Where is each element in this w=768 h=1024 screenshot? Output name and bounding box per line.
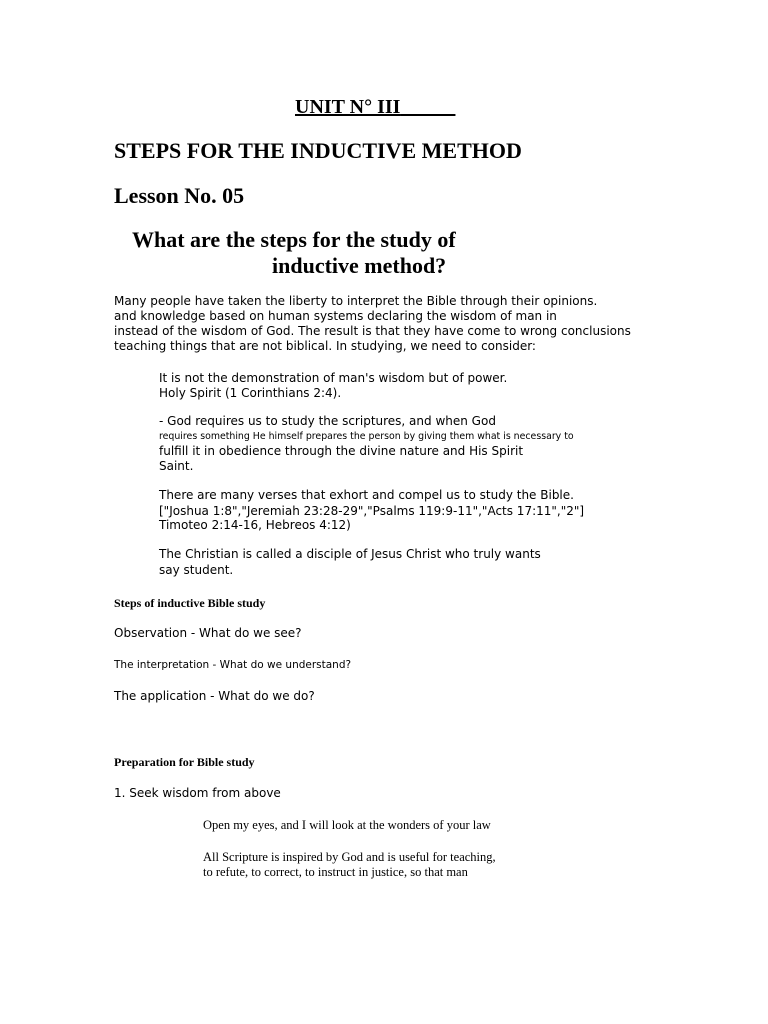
lesson-number: Lesson No. 05 xyxy=(114,183,245,208)
point-line: Timoteo 2:14-16, Hebreos 4:12) xyxy=(159,518,351,532)
question-line: inductive method? xyxy=(272,253,447,278)
step-item: Observation - What do we see? xyxy=(114,626,302,640)
point-line: Saint. xyxy=(159,459,194,473)
intro-line: and knowledge based on human systems declaring the wisdom of man in xyxy=(114,309,557,323)
prep-heading: Preparation for Bible study xyxy=(114,755,255,769)
point-line: Holy Spirit (1 Corinthians 2:4). xyxy=(159,386,342,400)
unit-title: UNIT N° III xyxy=(295,96,401,118)
quote-line: All Scripture is inspired by God and is useful for teaching, xyxy=(203,850,496,864)
prep-item: 1. Seek wisdom from above xyxy=(114,786,281,800)
point-line: say student. xyxy=(159,563,234,577)
point-line: - God requires us to study the scriptures, and when God xyxy=(159,414,496,428)
section-title: STEPS FOR THE INDUCTIVE METHOD xyxy=(114,138,522,163)
quote-line: Open my eyes, and I will look at the wonders of your law xyxy=(203,818,491,832)
intro-line: Many people have taken the liberty to interpret the Bible through their opinions. xyxy=(114,294,598,308)
point-line: The Christian is called a disciple of Jesus Christ who truly wants xyxy=(159,547,541,561)
steps-heading: Steps of inductive Bible study xyxy=(114,596,266,610)
step-item: The interpretation - What do we understand? xyxy=(114,659,352,671)
point-line: ["Joshua 1:8","Jeremiah 23:28-29","Psalms 119:9-11","Acts 17:11","2"] xyxy=(159,504,585,518)
step-item: The application - What do we do? xyxy=(114,689,315,703)
intro-line: instead of the wisdom of God. The result is that they have come to wrong conclusions xyxy=(114,324,631,338)
point-line: There are many verses that exhort and compel us to study the Bible. xyxy=(159,488,574,502)
point-line: fulfill it in obedience through the divine nature and His Spirit xyxy=(159,444,524,458)
intro-line: teaching things that are not biblical. In studying, we need to consider: xyxy=(114,339,536,353)
point-line: requires something He himself prepares the person by giving them what is necessary to xyxy=(159,431,574,442)
quote-line: to refute, to correct, to instruct in justice, so that man xyxy=(203,865,468,879)
point-line: It is not the demonstration of man's wisdom but of power. xyxy=(159,371,508,385)
question-line: What are the steps for the study of xyxy=(132,227,456,252)
